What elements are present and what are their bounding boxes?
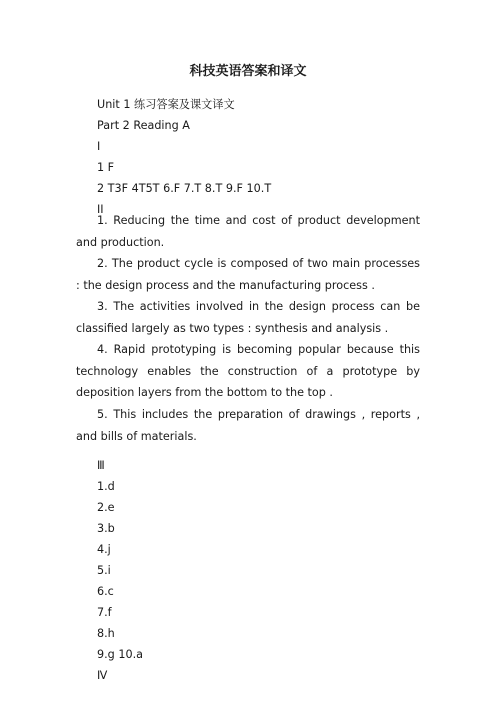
answer-line: 7.f [97, 606, 112, 619]
section-iii-heading: Ⅲ [97, 459, 105, 472]
answer-paragraph: 2. The product cycle is composed of two main processes : the design process and the manufacturing process . [76, 257, 420, 292]
answer-paragraph: 4. Rapid prototyping is becoming popular because this technology enables the construction of a prototype by deposition layers from the bottom to the top . [76, 343, 420, 400]
answer-line: 4.j [97, 543, 111, 556]
section-i-heading: I [97, 140, 101, 153]
answer-line: 6.c [97, 585, 114, 598]
answer-line: 5.i [97, 564, 111, 577]
answer-line: 2.e [97, 501, 115, 514]
document-title: 科技英语答案和译文 [189, 64, 307, 79]
answer-paragraph: 5. This includes the preparation of drawings , reports , and bills of materials. [76, 408, 420, 443]
part-heading: Part 2 Reading A [97, 119, 190, 132]
answer-line: 1.d [97, 480, 115, 493]
answer-line: 9.g 10.a [97, 648, 143, 661]
answer-paragraph: 3. The activities involved in the design process can be classified largely as two types : synthesis and analysis . [76, 300, 420, 335]
answer-paragraph: 1. Reducing the time and cost of product development and production. [76, 214, 420, 249]
unit-heading: Unit 1 练习答案及课文译文 [97, 98, 235, 111]
answer-line: 8.h [97, 627, 115, 640]
section-iv-heading: Ⅳ [97, 669, 108, 682]
answer-line: 1 F [97, 161, 115, 174]
answer-line: 3.b [97, 522, 115, 535]
section-ii-heading: II [97, 203, 104, 216]
answer-line: 2 T3F 4T5T 6.F 7.T 8.T 9.F 10.T [97, 182, 272, 195]
